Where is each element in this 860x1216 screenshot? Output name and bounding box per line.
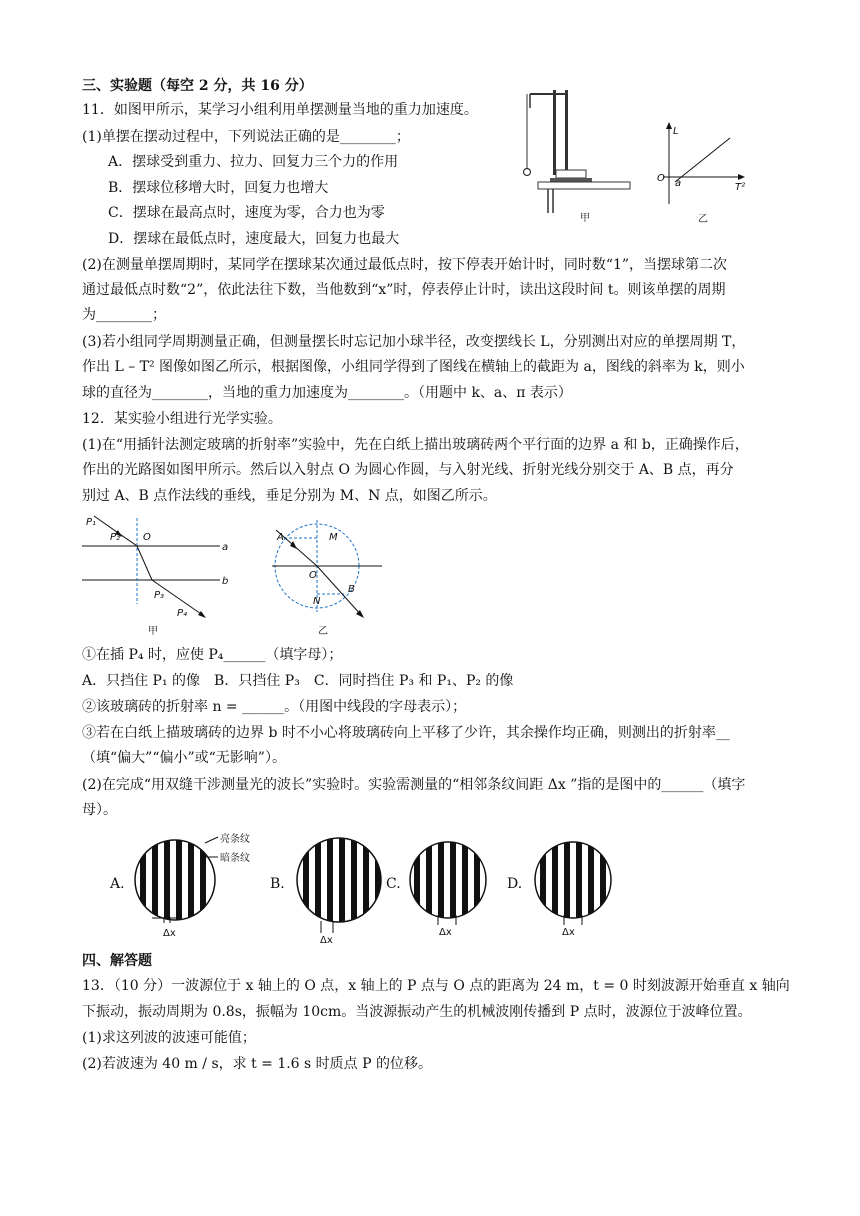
l-t2-graph bbox=[655, 122, 755, 227]
fringe-option-a-label: A. bbox=[110, 876, 125, 892]
o-label-jia: O bbox=[143, 532, 151, 543]
fringe-option-c-label: C. bbox=[386, 876, 401, 892]
origin-label: O bbox=[657, 173, 665, 184]
fringe-pattern-c bbox=[410, 835, 486, 925]
q11-part1: (1)单摆在摆动过程中，下列说法正确的是________； bbox=[82, 129, 410, 145]
refraction-circle-figure bbox=[272, 512, 392, 640]
dx-label-a: Δx bbox=[163, 928, 176, 939]
q11-option-d: D．摆球在最低点时，速度最大，回复力也最大 bbox=[108, 231, 400, 247]
dx-label-c: Δx bbox=[439, 927, 452, 938]
q11-part2-line3: 为________； bbox=[82, 307, 166, 323]
q13-line1: 13．（10 分）一波源位于 x 轴上的 O 点，x 轴上的 P 点与 O 点的距离为 24 m，t = 0 时刻波源开始垂直 x 轴向 bbox=[82, 978, 790, 994]
q13-line2: 下振动，振动周期为 0.8s，振幅为 10cm。当波源振动产生的机械波刚传播到 P 点时，波源位于波峰位置。 bbox=[82, 1004, 752, 1020]
fringe-pattern-d bbox=[535, 835, 611, 925]
q12-stem: 12．某实验小组进行光学实验。 bbox=[82, 411, 282, 427]
q12-part2-line2: 母）。 bbox=[82, 802, 117, 818]
q13-part1: (1)求这列波的波速可能值； bbox=[82, 1030, 256, 1046]
q11-option-b: B．摆球位移增大时，回复力也增大 bbox=[108, 180, 329, 196]
q12-part1-line3: 别过 A、B 点作法线的垂线，垂足分别为 M、N 点，如图乙所示。 bbox=[82, 488, 497, 504]
dark-fringe-label: 暗条纹 bbox=[220, 853, 250, 864]
glass-block-light-path-figure bbox=[82, 512, 242, 640]
section-4-title: 四、解答题 bbox=[82, 953, 152, 969]
fig-jia-caption: 甲 bbox=[580, 213, 590, 224]
q12-sub3-line1: ③若在白纸上描玻璃砖的边界 b 时不小心将玻璃砖向上平移了少许，其余操作均正确，则测出的折射率__ bbox=[82, 725, 730, 741]
q11-part3-line1: (3)若小组同学周期测量正确，但测量摆长时忘记加小球半径，改变摆线长 L，分别测出对应的单摆周期 T， bbox=[82, 334, 746, 350]
q11-stem: 11．如图甲所示，某学习小组利用单摆测量当地的重力加速度。 bbox=[82, 102, 478, 118]
intercept-label: a bbox=[675, 178, 682, 189]
section-3-title: 三、实验题（每空 2 分，共 16 分） bbox=[82, 78, 313, 94]
q12-sub3-line2: （填“偏大”“偏小”或“无影响”）。 bbox=[82, 750, 286, 766]
o-label-yi: O bbox=[309, 570, 317, 581]
fringe-pattern-a bbox=[135, 835, 215, 925]
p3-label: P₃ bbox=[154, 590, 165, 601]
dx-label-d: Δx bbox=[562, 927, 575, 938]
pendulum-stand-figure bbox=[520, 88, 640, 228]
dx-label-b: Δx bbox=[320, 935, 333, 946]
fringe-patterns-figure bbox=[0, 825, 860, 950]
fig-yi-caption-12: 乙 bbox=[318, 626, 328, 637]
q12-part1-line1: (1)在“用插针法测定玻璃的折射率”实验中，先在白纸上描出玻璃砖两个平行面的边界 a 和 b，正确操作后， bbox=[82, 437, 749, 453]
boundary-a-label: a bbox=[222, 542, 229, 553]
p2-label: P₂ bbox=[110, 532, 121, 543]
q11-option-c: C．摆球在最高点时，速度为零，合力也为零 bbox=[108, 205, 385, 221]
q11-part3-line2: 作出 L – T² 图像如图乙所示，根据图像，小组同学得到了图线在横轴上的截距为 a，图线的斜率为 k，则小 bbox=[82, 359, 745, 375]
q13-part2: (2)若波速为 40 m / s，求 t = 1.6 s 时质点 P 的位移。 bbox=[82, 1056, 432, 1072]
p1-label: P₁ bbox=[86, 517, 97, 528]
fig-yi-caption: 乙 bbox=[698, 214, 708, 225]
q11-part2-line2: 通过最低点时数“2”，依此法往下数，当他数到“x”时，停表停止计时，读出这段时间 t。则该单摆的周期 bbox=[82, 282, 726, 298]
q11-option-a: A．摆球受到重力、拉力、回复力三个力的作用 bbox=[108, 154, 399, 170]
bright-fringe-label: 亮条纹 bbox=[220, 834, 250, 845]
p4-label: P₄ bbox=[177, 608, 188, 619]
q12-part2-line1: (2)在完成“用双缝干涉测量光的波长”实验时。实验需测量的“相邻条纹间距 Δx ”指的是图中的______（填字 bbox=[82, 777, 746, 793]
q12-sub1-options: A．只挡住 P₁ 的像 B．只挡住 P₃ C．同时挡住 P₃ 和 P₁、P₂ 的像 bbox=[82, 673, 514, 689]
m-point-label: M bbox=[329, 532, 338, 543]
q12-sub2: ②该玻璃砖的折射率 n = ______。（用图中线段的字母表示）； bbox=[82, 699, 467, 715]
fringe-option-b-label: B. bbox=[270, 876, 285, 892]
axis-t2-label: T² bbox=[735, 182, 746, 193]
axis-l-label: L bbox=[673, 126, 679, 137]
b-point-label: B bbox=[348, 584, 355, 595]
n-point-label: N bbox=[313, 596, 321, 607]
boundary-b-label: b bbox=[222, 576, 229, 587]
q11-part3-line3: 球的直径为________，当地的重力加速度为________。（用题中 k、a、π 表示） bbox=[82, 385, 572, 401]
q12-part1-line2: 作出的光路图如图甲所示。然后以入射点 O 为圆心作圆，与入射光线、折射光线分别交于 A、B 点，再分 bbox=[82, 462, 734, 478]
fringe-option-d-label: D. bbox=[507, 876, 523, 892]
fig-jia-caption-12: 甲 bbox=[148, 626, 158, 637]
q12-sub1: ①在插 P₄ 时，应使 P₄______（填字母）； bbox=[82, 647, 343, 663]
fringe-pattern-b bbox=[297, 835, 381, 925]
q11-part2-line1: (2)在测量单摆周期时，某同学在摆球某次通过最低点时，按下停表开始计时，同时数“1”，当摆球第二次 bbox=[82, 257, 728, 273]
a-point-label: A bbox=[277, 532, 284, 543]
